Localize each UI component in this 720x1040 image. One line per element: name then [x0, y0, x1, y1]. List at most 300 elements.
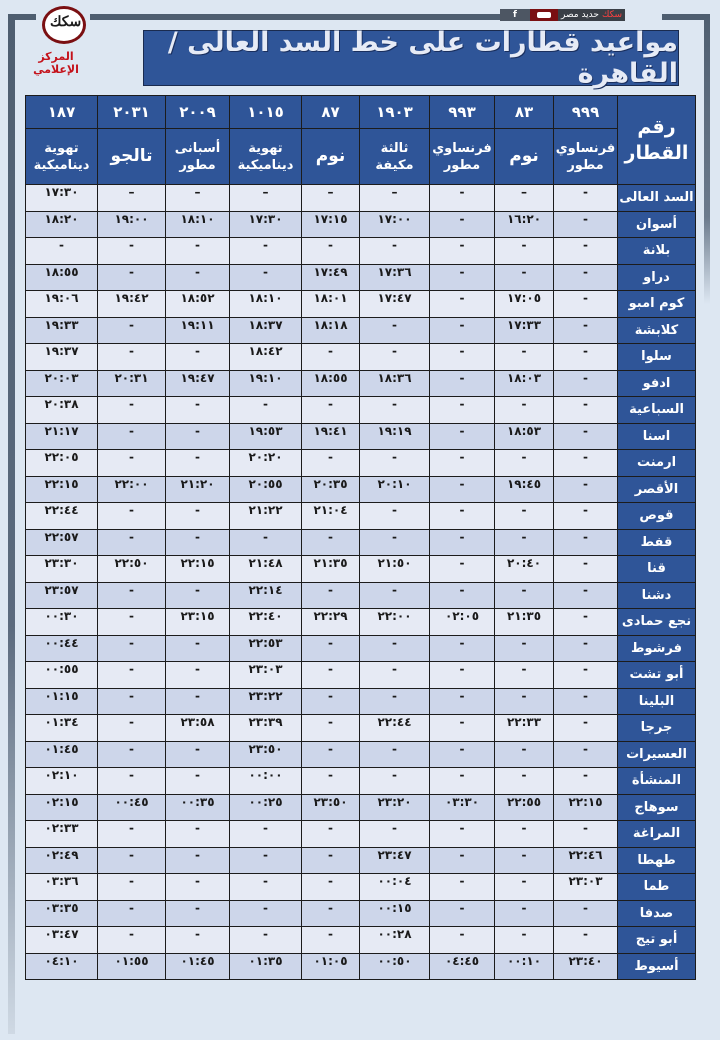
time-cell: ٠١:٤٥	[26, 741, 98, 768]
time-cell: -	[430, 768, 495, 795]
time-cell: –	[230, 185, 302, 212]
train-type: تهوية ديناميكية	[26, 129, 98, 185]
time-cell: ٠٠:٢٥	[230, 794, 302, 821]
time-cell: -	[430, 397, 495, 424]
time-cell: -	[495, 238, 554, 265]
time-cell: ١٨:٥٥	[302, 370, 360, 397]
table-row	[26, 238, 696, 265]
time-cell: -	[98, 847, 166, 874]
station-name: أبو تيج	[618, 927, 696, 954]
time-cell: -	[98, 317, 166, 344]
time-cell: -	[495, 688, 554, 715]
time-cell: -	[430, 927, 495, 954]
time-cell: -	[360, 741, 430, 768]
time-cell: ١٩:٣٣	[26, 317, 98, 344]
time-cell: -	[554, 370, 618, 397]
time-cell: -	[430, 503, 495, 530]
time-cell: -	[302, 582, 360, 609]
time-cell: -	[230, 397, 302, 424]
time-cell: -	[360, 821, 430, 848]
train-type: تهوية ديناميكية	[230, 129, 302, 185]
time-cell: -	[430, 238, 495, 265]
time-cell: -	[554, 476, 618, 503]
time-cell: ٢١:٥٠	[360, 556, 430, 583]
station-name: أبو تشت	[618, 662, 696, 689]
time-cell: ١٨:٤٢	[230, 344, 302, 371]
table-row	[26, 582, 696, 609]
table-row	[26, 450, 696, 477]
time-cell: -	[302, 688, 360, 715]
time-cell: -	[98, 688, 166, 715]
time-cell: -	[430, 476, 495, 503]
station-name: كوم امبو	[618, 291, 696, 318]
time-cell: -	[495, 397, 554, 424]
station-name: أسوان	[618, 211, 696, 238]
table-row	[26, 503, 696, 530]
station-name: ارمنت	[618, 450, 696, 477]
time-cell: -	[360, 768, 430, 795]
train-type: أسبانى مطور	[166, 129, 230, 185]
train-number: ٢٠٣١	[98, 96, 166, 129]
time-cell: ٢٢:٢٩	[302, 609, 360, 636]
time-cell: ١٩:٠٦	[26, 291, 98, 318]
time-cell: ٢٣:٤٧	[360, 847, 430, 874]
time-cell: -	[98, 715, 166, 742]
table-row	[26, 556, 696, 583]
time-cell: -	[98, 529, 166, 556]
station-name: طما	[618, 874, 696, 901]
time-cell: ٢٠:٥٥	[230, 476, 302, 503]
time-cell: ٠٢:١٠	[26, 768, 98, 795]
train-number: ٨٣	[495, 96, 554, 129]
time-cell: -	[554, 715, 618, 742]
time-cell: ١٨:٥٥	[26, 264, 98, 291]
time-cell: -	[430, 529, 495, 556]
time-cell: ١٨:١٠	[230, 291, 302, 318]
station-name: الأقصر	[618, 476, 696, 503]
time-cell: -	[166, 238, 230, 265]
time-cell: ٠٢:٣٣	[26, 821, 98, 848]
time-cell: ٢٢:٥٣	[230, 635, 302, 662]
time-cell: ٠٠:٢٨	[360, 927, 430, 954]
time-cell: -	[302, 450, 360, 477]
time-cell: ٢٣:٠٣	[554, 874, 618, 901]
time-cell: ١٧:٣٠	[26, 185, 98, 212]
facebook-icon[interactable]: f	[500, 9, 530, 21]
time-cell: ١٧:١٥	[302, 211, 360, 238]
time-cell: -	[495, 264, 554, 291]
table-row	[26, 688, 696, 715]
time-cell: -	[360, 688, 430, 715]
time-cell: -	[430, 317, 495, 344]
station-name: بلانة	[618, 238, 696, 265]
time-cell: ١٦:٢٠	[495, 211, 554, 238]
time-cell: -	[230, 238, 302, 265]
time-cell: -	[430, 423, 495, 450]
time-cell: -	[98, 900, 166, 927]
time-cell: -	[98, 423, 166, 450]
time-cell: -	[302, 529, 360, 556]
time-cell: ١٩:٤٢	[98, 291, 166, 318]
table-row	[26, 662, 696, 689]
time-cell: -	[360, 529, 430, 556]
time-cell: ٢٣:٢٢	[230, 688, 302, 715]
time-cell: ٠١:٤٥	[166, 953, 230, 980]
time-cell: ٠٢:٠٥	[430, 609, 495, 636]
time-cell: -	[166, 503, 230, 530]
time-cell: -	[554, 662, 618, 689]
table-row	[26, 847, 696, 874]
time-cell: -	[98, 344, 166, 371]
time-cell: -	[302, 900, 360, 927]
time-cell: ١٩:١١	[166, 317, 230, 344]
time-cell: -	[98, 874, 166, 901]
time-cell: -	[230, 264, 302, 291]
time-cell: -	[166, 344, 230, 371]
time-cell: -	[495, 821, 554, 848]
time-cell: -	[302, 821, 360, 848]
time-cell: -	[554, 688, 618, 715]
time-cell: ٢١:٢٢	[230, 503, 302, 530]
table-row	[26, 211, 696, 238]
time-cell: -	[554, 768, 618, 795]
time-cell: -	[230, 900, 302, 927]
time-cell: -	[430, 874, 495, 901]
station-name: سوهاج	[618, 794, 696, 821]
station-name: المراغة	[618, 821, 696, 848]
time-cell: ٢٣:٥٨	[166, 715, 230, 742]
time-cell: ٠٠:٣٠	[26, 609, 98, 636]
time-cell: ٢٢:١٥	[26, 476, 98, 503]
time-cell: -	[430, 847, 495, 874]
time-cell: -	[166, 741, 230, 768]
time-cell: ٢١:١٧	[26, 423, 98, 450]
time-cell: ٠٠:٥٠	[360, 953, 430, 980]
time-cell: -	[98, 927, 166, 954]
time-cell: -	[166, 900, 230, 927]
media-center-label: المركز الإعلامي	[33, 50, 79, 76]
train-number-row	[26, 96, 696, 129]
train-number: ١٩٠٣	[360, 96, 430, 129]
table-row	[26, 821, 696, 848]
time-cell: ٢٢:٠٠	[360, 609, 430, 636]
time-cell: ١٩:٤١	[302, 423, 360, 450]
time-cell: ٠٠:٤٥	[98, 794, 166, 821]
station-name: ادفو	[618, 370, 696, 397]
time-cell: ٢٢:٤٤	[26, 503, 98, 530]
time-cell: -	[554, 185, 618, 212]
time-cell: -	[98, 397, 166, 424]
time-cell: -	[98, 662, 166, 689]
time-cell: ١٧:٤٩	[302, 264, 360, 291]
brand-highlight: سكك	[601, 10, 623, 20]
time-cell: ٠٠:٣٥	[166, 794, 230, 821]
time-cell: -	[302, 874, 360, 901]
time-cell: -	[230, 874, 302, 901]
time-cell: -	[360, 238, 430, 265]
station-name: سلوا	[618, 344, 696, 371]
table-row	[26, 317, 696, 344]
time-cell: -	[98, 264, 166, 291]
time-cell: -	[166, 582, 230, 609]
time-cell: ١٨:١٠	[166, 211, 230, 238]
time-cell: -	[360, 635, 430, 662]
station-name: قنا	[618, 556, 696, 583]
time-cell: -	[360, 344, 430, 371]
time-cell: ٢٢:٤٤	[360, 715, 430, 742]
time-cell: -	[430, 715, 495, 742]
time-cell: -	[554, 741, 618, 768]
station-name: دشنا	[618, 582, 696, 609]
time-cell: -	[495, 900, 554, 927]
station-name: دراو	[618, 264, 696, 291]
time-cell: -	[554, 529, 618, 556]
time-cell: ٠١:٣٥	[230, 953, 302, 980]
time-cell: -	[554, 927, 618, 954]
train-type: فرنساوي مطور	[554, 129, 618, 185]
time-cell: ١٨:٥٢	[166, 291, 230, 318]
time-cell: ٠١:٣٤	[26, 715, 98, 742]
time-cell: -	[554, 635, 618, 662]
time-cell: -	[360, 397, 430, 424]
table-row	[26, 768, 696, 795]
train-number: ٩٩٩	[554, 96, 618, 129]
time-cell: -	[430, 662, 495, 689]
time-cell: ٢٢:٤٦	[554, 847, 618, 874]
train-type: نوم	[495, 129, 554, 185]
time-cell: -	[98, 582, 166, 609]
time-cell: -	[430, 741, 495, 768]
time-cell: -	[495, 662, 554, 689]
time-cell: ٢١:٠٤	[302, 503, 360, 530]
frame-top-border	[8, 14, 36, 20]
time-cell: -	[230, 529, 302, 556]
time-cell: ٢٢:٠٠	[98, 476, 166, 503]
time-cell: -	[554, 900, 618, 927]
time-cell: -	[302, 238, 360, 265]
time-cell: -	[166, 450, 230, 477]
time-cell: ١٨:٢٠	[26, 211, 98, 238]
time-cell: ١٩:٤٥	[495, 476, 554, 503]
time-cell: -	[98, 821, 166, 848]
frame-top-border	[90, 14, 500, 20]
time-cell: ٢١:٣٥	[495, 609, 554, 636]
time-cell: -	[495, 768, 554, 795]
time-cell: -	[430, 185, 495, 212]
time-cell: -	[495, 847, 554, 874]
time-cell: ٢٢:٥٥	[495, 794, 554, 821]
time-cell: ٢٣:٠٣	[230, 662, 302, 689]
time-cell: -	[430, 821, 495, 848]
time-cell: -	[302, 741, 360, 768]
time-cell: -	[495, 741, 554, 768]
train-type: ثالثة مكيفة	[360, 129, 430, 185]
time-cell: -	[495, 503, 554, 530]
station-name: قوص	[618, 503, 696, 530]
time-cell: ٢٢:٤٠	[230, 609, 302, 636]
social-banner	[500, 8, 625, 22]
time-cell: ٢٣:١٥	[166, 609, 230, 636]
time-cell: -	[495, 344, 554, 371]
station-name: كلابشة	[618, 317, 696, 344]
time-cell: ١٩:٠٠	[98, 211, 166, 238]
time-cell: ٠٤:١٠	[26, 953, 98, 980]
time-cell: -	[430, 900, 495, 927]
time-cell: ٠٣:٣٦	[26, 874, 98, 901]
time-cell: -	[98, 450, 166, 477]
time-cell: -	[554, 821, 618, 848]
time-cell: -	[430, 556, 495, 583]
time-cell: -	[495, 582, 554, 609]
time-cell: ٢٢:١٥	[166, 556, 230, 583]
table-row	[26, 927, 696, 954]
time-cell: ١٧:٣٦	[360, 264, 430, 291]
time-cell: ١٩:٥٣	[230, 423, 302, 450]
time-cell: -	[230, 847, 302, 874]
time-cell: ٢٣:٢٠	[360, 794, 430, 821]
table-row	[26, 794, 696, 821]
time-cell: -	[302, 927, 360, 954]
time-cell: -	[26, 238, 98, 265]
time-cell: ٠٣:٣٠	[430, 794, 495, 821]
time-cell: -	[302, 768, 360, 795]
station-name: أسيوط	[618, 953, 696, 980]
frame-left-border	[8, 14, 15, 1034]
station-name: فرشوط	[618, 635, 696, 662]
table-row	[26, 264, 696, 291]
time-cell: –	[98, 185, 166, 212]
time-cell: –	[166, 185, 230, 212]
station-name: جرجا	[618, 715, 696, 742]
time-cell: ٢٢:٠٥	[26, 450, 98, 477]
time-cell: ٠٠:١٠	[495, 953, 554, 980]
time-cell: -	[230, 821, 302, 848]
table-row	[26, 185, 696, 212]
time-cell: -	[98, 238, 166, 265]
time-cell: -	[166, 874, 230, 901]
time-cell: ٠٤:٤٥	[430, 953, 495, 980]
time-cell: -	[430, 450, 495, 477]
time-cell: ٠٠:٤٤	[26, 635, 98, 662]
time-cell: -	[166, 662, 230, 689]
time-cell: -	[166, 264, 230, 291]
time-cell: ٢١:٣٥	[302, 556, 360, 583]
time-cell: ٠٢:١٥	[26, 794, 98, 821]
time-cell: -	[166, 821, 230, 848]
time-cell: –	[302, 185, 360, 212]
frame-top-border	[662, 14, 710, 20]
table-row	[26, 741, 696, 768]
time-cell: -	[554, 582, 618, 609]
time-cell: ٢٠:٤٠	[495, 556, 554, 583]
table-row	[26, 900, 696, 927]
time-cell: -	[430, 582, 495, 609]
time-cell: -	[360, 317, 430, 344]
train-type-row	[26, 129, 696, 185]
time-cell: -	[360, 450, 430, 477]
station-name: السباعية	[618, 397, 696, 424]
brand-text: حديد مصر	[561, 10, 599, 20]
table-row	[26, 529, 696, 556]
station-name: العسيرات	[618, 741, 696, 768]
time-cell: -	[430, 291, 495, 318]
time-cell: -	[495, 874, 554, 901]
table-row	[26, 344, 696, 371]
time-cell: -	[360, 582, 430, 609]
time-cell: ٢٣:٥٠	[302, 794, 360, 821]
time-cell: ٢٣:٥٠	[230, 741, 302, 768]
train-type: نوم	[302, 129, 360, 185]
time-cell: -	[166, 529, 230, 556]
time-cell: ٢٠:٢٠	[230, 450, 302, 477]
time-cell: ٠٠:١٥	[360, 900, 430, 927]
time-cell: -	[166, 397, 230, 424]
time-cell: -	[554, 317, 618, 344]
time-cell: -	[166, 635, 230, 662]
table-row	[26, 953, 696, 980]
time-cell: –	[495, 185, 554, 212]
time-cell: -	[554, 238, 618, 265]
table-row	[26, 370, 696, 397]
time-cell: -	[166, 688, 230, 715]
time-cell: ١٩:٣٧	[26, 344, 98, 371]
time-cell: ١٩:١٩	[360, 423, 430, 450]
time-cell: ٢١:٤٨	[230, 556, 302, 583]
time-cell: ٠١:٠٥	[302, 953, 360, 980]
time-cell: ١٩:١٠	[230, 370, 302, 397]
time-cell: ٢٠:٠٣	[26, 370, 98, 397]
time-cell: ٠٠:٥٥	[26, 662, 98, 689]
frame-right-border	[704, 14, 710, 304]
time-cell: -	[302, 397, 360, 424]
station-name: نجع حمادى	[618, 609, 696, 636]
time-cell: ٢٣:٥٧	[26, 582, 98, 609]
time-cell: -	[430, 688, 495, 715]
train-type: فرنساوي مطور	[430, 129, 495, 185]
time-cell: -	[166, 847, 230, 874]
time-cell: ١٨:٠١	[302, 291, 360, 318]
time-cell: -	[554, 264, 618, 291]
time-cell: ٢٢:٥٧	[26, 529, 98, 556]
time-cell: ١٨:٣٧	[230, 317, 302, 344]
table-row	[26, 874, 696, 901]
train-number: ١٨٧	[26, 96, 98, 129]
time-cell: -	[98, 741, 166, 768]
time-cell: -	[302, 344, 360, 371]
time-cell: ١٨:٥٣	[495, 423, 554, 450]
station-name: طهطا	[618, 847, 696, 874]
time-cell: ٠٠:٠٠	[230, 768, 302, 795]
time-cell: –	[360, 185, 430, 212]
youtube-icon[interactable]	[530, 9, 558, 21]
time-cell: -	[98, 609, 166, 636]
time-cell: ٢٠:٣٥	[302, 476, 360, 503]
train-number: ١٠١٥	[230, 96, 302, 129]
time-cell: ١٨:١٨	[302, 317, 360, 344]
time-cell: -	[98, 768, 166, 795]
time-cell: ٢٣:٣٠	[26, 556, 98, 583]
time-cell: ٠٣:٣٥	[26, 900, 98, 927]
time-cell: -	[554, 423, 618, 450]
table-row	[26, 476, 696, 503]
station-name: قفط	[618, 529, 696, 556]
time-cell: ٢٠:٣٨	[26, 397, 98, 424]
time-cell: ٢٢:٣٣	[495, 715, 554, 742]
table-row	[26, 609, 696, 636]
table-row	[26, 397, 696, 424]
time-cell: -	[554, 503, 618, 530]
time-cell: -	[554, 397, 618, 424]
